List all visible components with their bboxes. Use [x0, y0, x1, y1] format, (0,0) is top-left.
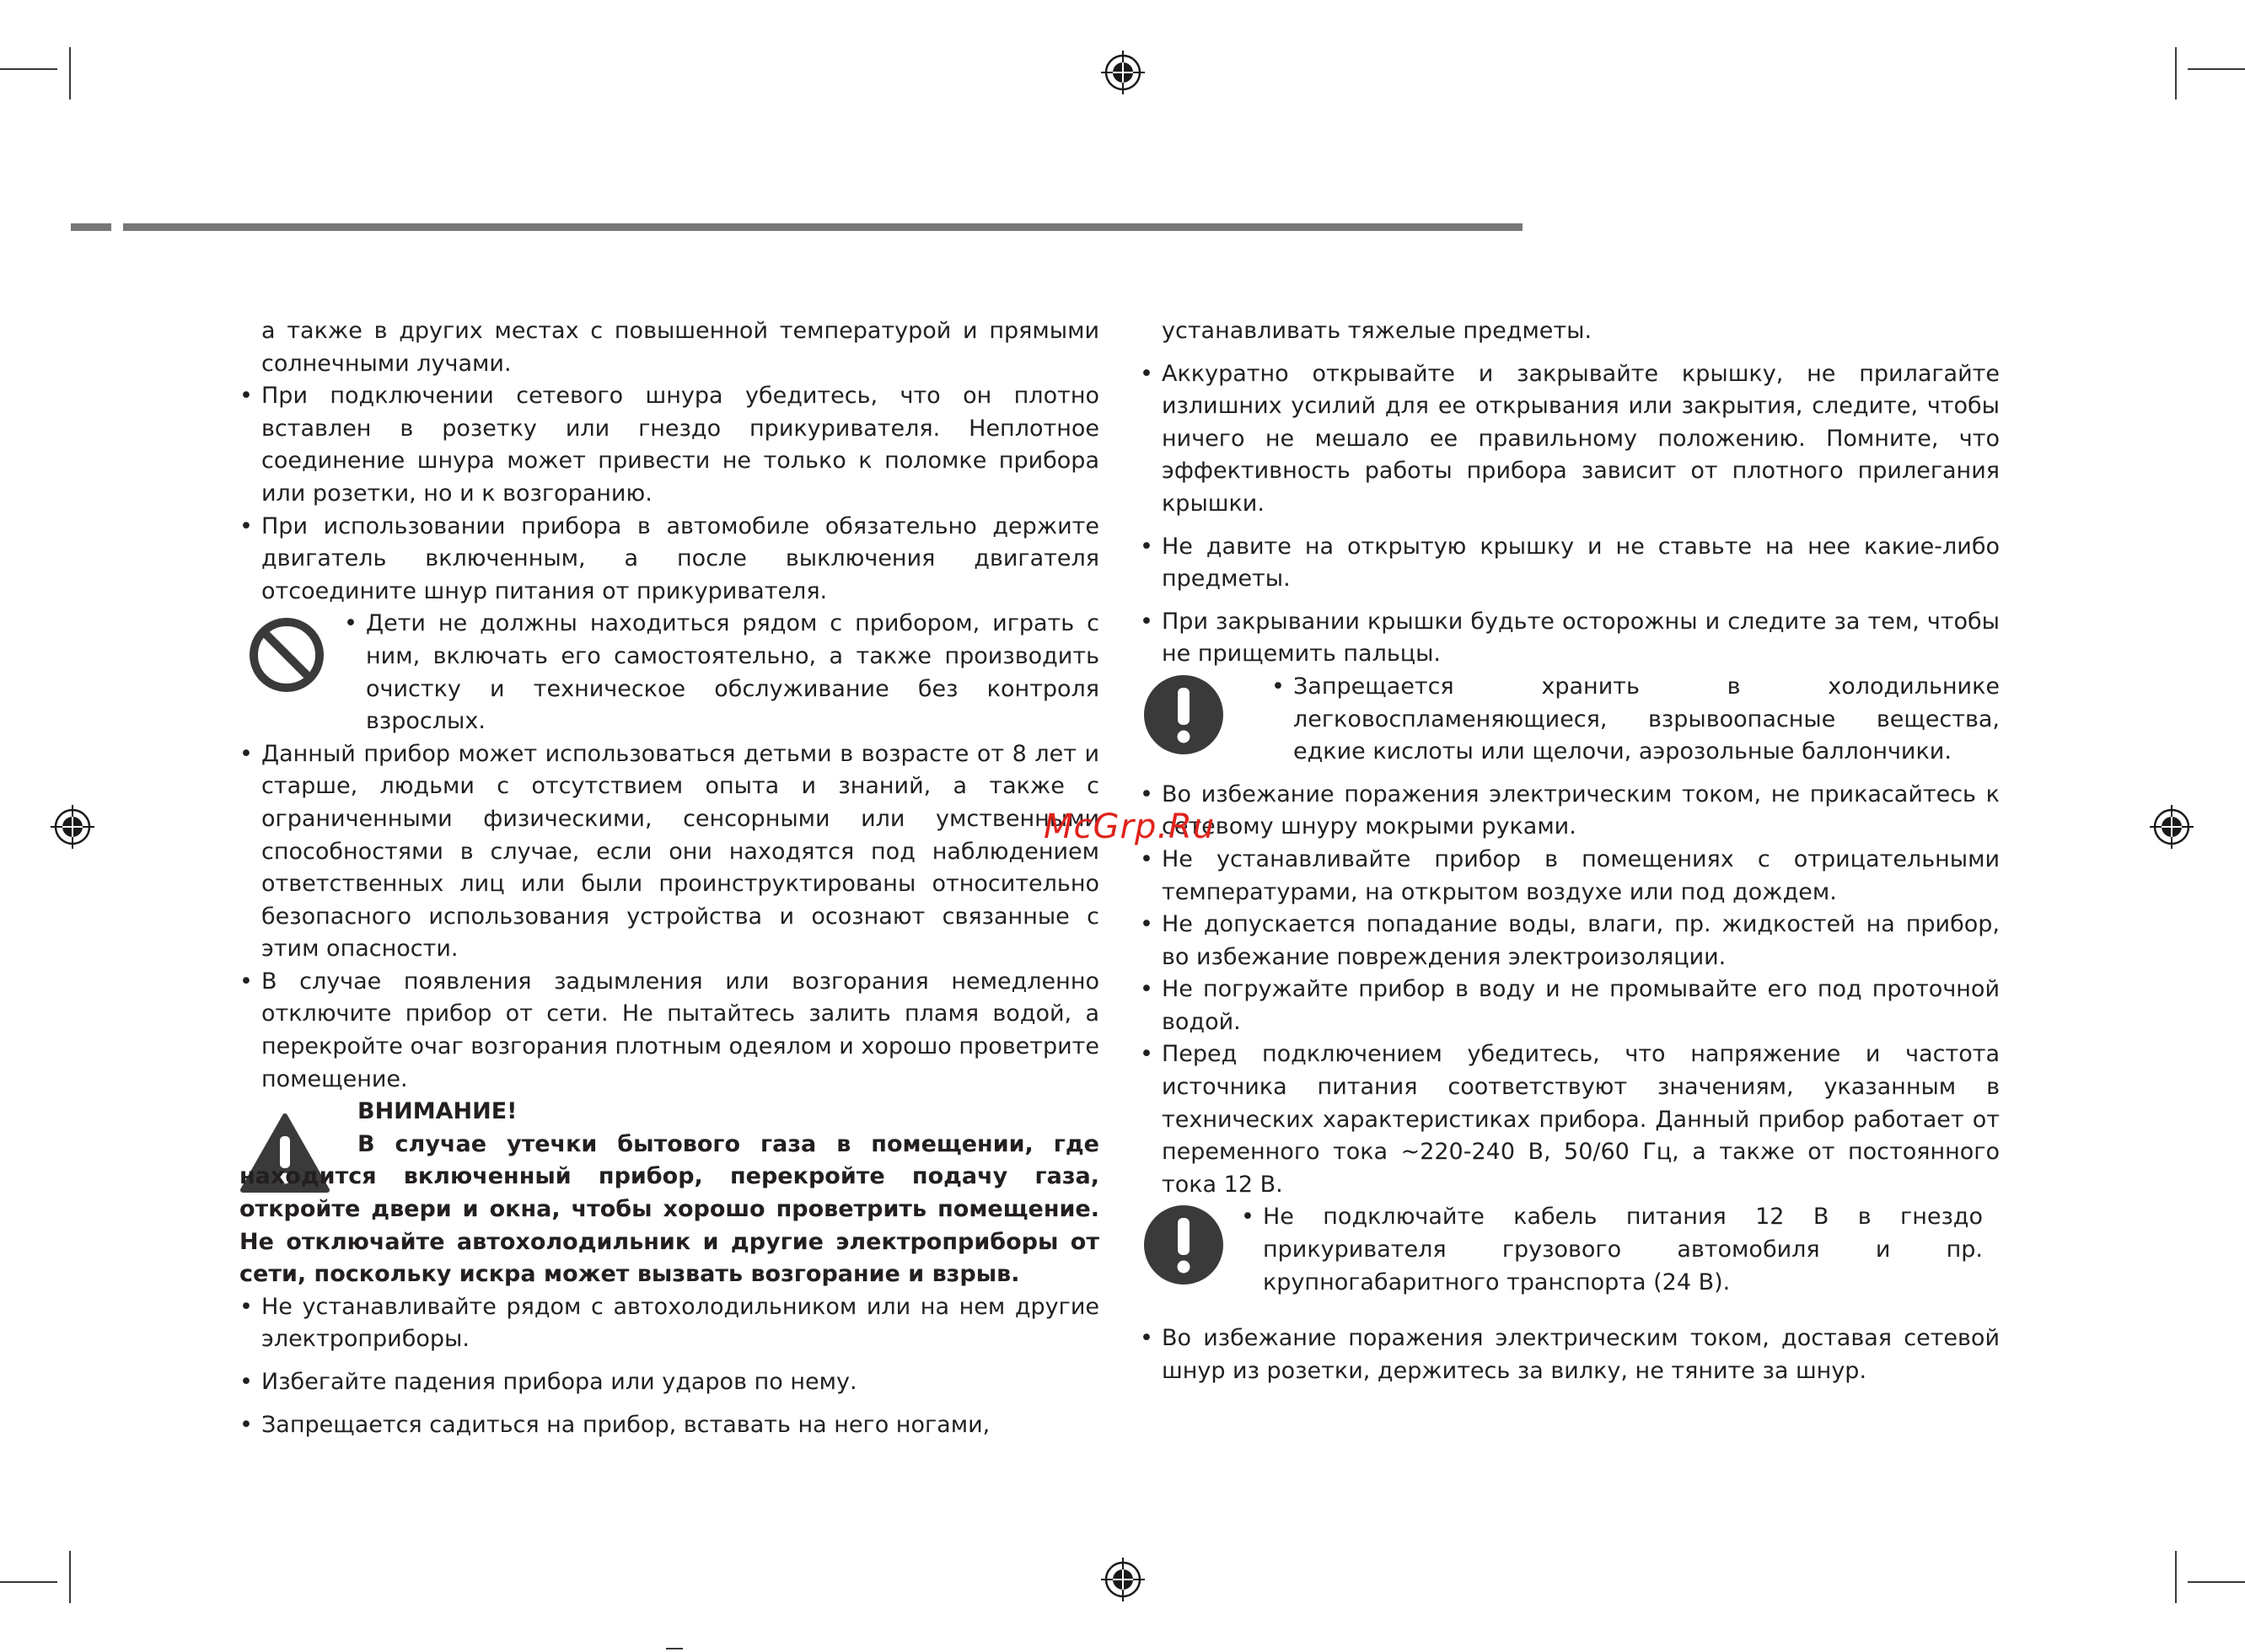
crop-mark — [0, 1581, 57, 1583]
registration-mark-icon — [2150, 805, 2194, 849]
crop-mark — [69, 47, 71, 99]
crop-mark — [2188, 1581, 2245, 1583]
crop-mark — [2188, 68, 2245, 70]
left-column — [239, 315, 1099, 1441]
crop-mark — [666, 1648, 683, 1649]
registration-mark-icon — [1101, 1558, 1145, 1601]
exclamation-icon — [1143, 1204, 1224, 1285]
bullet-item: • При использовании прибора в автомобиле обязательно держите двигатель включенным, а после выключения двигателя отсоедините шнур питания от прикуривателя. — [239, 511, 1099, 609]
warning-text: В случае утечки бытового газа в помещении, где находится включенный прибор, перекройте подачу газа, откройте двери и окна, чтобы хорошо проветрить помещение. Не отключайте автохолодильник и другие электроприборы от сети, поскольку искра может вызвать возгорание и взрыв. — [239, 1130, 1099, 1288]
bullet-item: • Во избежание поражения электрическим током, доставая сетевой шнур из розетки, держитесь за вилку, не тяните за шнур. — [1140, 1322, 2000, 1387]
warning-title: ВНИМАНИЕ! — [357, 1098, 518, 1125]
bullet-item: • Во избежание поражения электрическим током, не прикасайтесь к сетевому шнуру мокрыми руками. — [1140, 779, 2000, 844]
bullet-item: • В случае появления задымления или возгорания немедленно отключите прибор от сети. Не пытайтесь залить пламя водой, а перекройте очаг возгорания плотным одеялом и хорошо проветрите помещение. — [239, 966, 1099, 1096]
bullet-item: • Запрещается садиться на прибор, вставать на него ногами, — [239, 1409, 1099, 1442]
bullet-item: • Не давите на открытую крышку и не ставьте на нее какие-либо предметы. — [1140, 531, 2000, 596]
registration-mark-icon — [1101, 51, 1145, 94]
prohibition-icon — [248, 616, 325, 694]
crop-mark — [0, 68, 57, 70]
truck-note — [1140, 1201, 1983, 1302]
header-rule-short — [71, 223, 111, 231]
bullet-item: • При закрывании крышки будьте осторожны и следите за тем, чтобы не прищемить пальцы. — [1140, 606, 2000, 671]
bullet-item: • Не устанавливайте рядом с автохолодильником или на нем другие электроприборы. — [239, 1291, 1099, 1356]
bullet-item: • При подключении сетевого шнура убедитесь, что он плотно вставлен в розетку или гнездо прикуривателя. Неплотное соединение шнура может привести не только к поломке прибора или розетки, но и к возгоранию. — [239, 380, 1099, 510]
bullet-item: • Перед подключением убедитесь, что напряжение и частота источника питания соответствуют значениям, указанным в технических характеристиках прибора. Данный прибор работает от переменного тока ~220-240 В, 50/60 Гц, а также от постоянного тока 12 В. — [1140, 1038, 2000, 1201]
paragraph: а также в других местах с повышенной температурой и прямыми солнечными лучами. — [261, 318, 1099, 377]
gas-warning — [239, 1096, 1099, 1291]
bullet-item: • Не устанавливайте прибор в помещениях с отрицательными температурами, на открытом воздухе или под дождем. — [1140, 844, 2000, 909]
bullet-item: • Не допускается попадание воды, влаги, пр. жидкостей на прибор, во избежание повреждения электроизоляции. — [1140, 909, 2000, 974]
bullet-item: • Запрещается хранить в холодильнике легковоспламеняющиеся, взрывоопасные вещества, едкие кислоты или щелочи, аэрозольные баллончики. — [1271, 671, 2000, 769]
children-note — [239, 608, 1099, 738]
bullet-item: • Дети не должны находиться рядом с прибором, играть с ним, включать его самостоятельно, а также производить очистку и техническое обслуживание без контроля взрослых. — [344, 608, 1099, 738]
crop-mark — [2175, 1551, 2177, 1603]
bullet-item: • Избегайте падения прибора или ударов по нему. — [239, 1366, 1099, 1399]
exclamation-icon — [1143, 674, 1224, 755]
bullet-item: • Аккуратно открывайте и закрывайте крышку, не прилагайте излишних усилий для ее открывания или закрытия, следите, чтобы ничего не мешало ее правильному положению. Помните, что эффективность работы прибора зависит от плотного прилегания крышки. — [1140, 358, 2000, 521]
bullet-item: • Не погружайте прибор в воду и не промывайте его под проточной водой. — [1140, 974, 2000, 1038]
bullet-item: • Данный прибор может использоваться детьми в возрасте от 8 лет и старше, людьми с отсутствием опыта и знаний, а также с ограниченными физическими, сенсорными или умственными способностями в случае, если они находятся под наблюдением ответственных лиц или были проинструктированы относительно безопасного использования устройства и осознают связанные с этим опасности. — [239, 738, 1099, 966]
crop-mark — [69, 1551, 71, 1603]
crop-mark — [2175, 47, 2177, 99]
paragraph: устанавливать тяжелые предметы. — [1162, 318, 1592, 344]
right-column — [1140, 315, 2000, 1388]
storage-note — [1140, 671, 2000, 769]
header-rule — [123, 223, 1523, 231]
registration-mark-icon — [51, 805, 94, 849]
watermark: McGrp.Ru — [1044, 807, 1216, 846]
bullet-item: • Не подключайте кабель питания 12 В в гнездо прикуривателя грузового автомобиля и пр. крупногабаритного транспорта (24 В). — [1241, 1201, 1983, 1299]
